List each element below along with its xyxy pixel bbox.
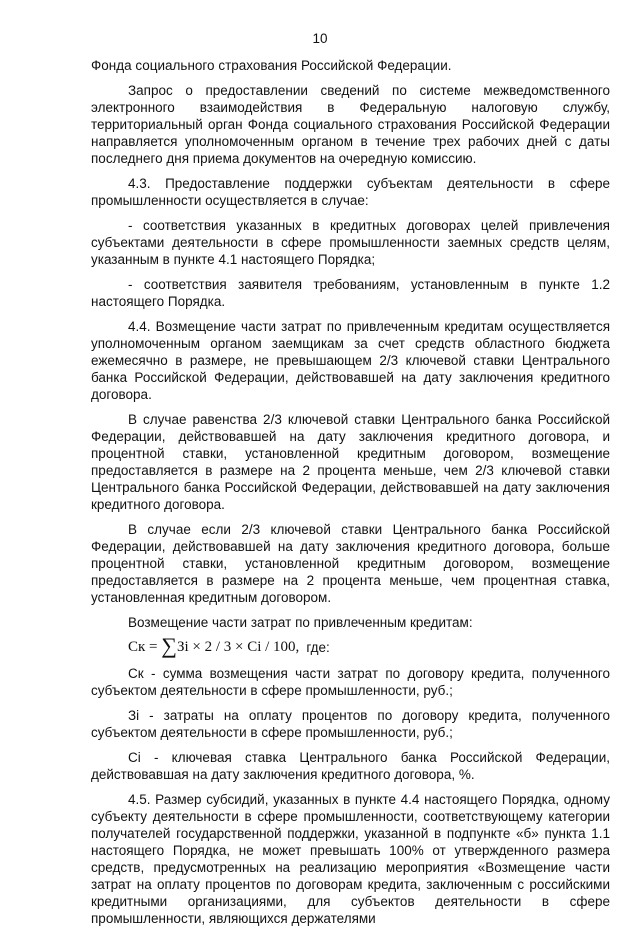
definition-zi: Зi - затраты на оплату процентов по договору кредита, полученного субъектом деятельности в сфере промышленности, руб.; bbox=[91, 708, 610, 740]
list-item-applicant-requirements: - соответствия заявителя требованиям, установленным в пункте 1.2 настоящего Порядка. bbox=[91, 277, 610, 309]
paragraph-continuation: Фонда социального страхования Российской Федерации. bbox=[91, 58, 452, 73]
paragraph-equal-rate-case: В случае равенства 2/3 ключевой ставки Центрального банка Российской Федерации, действовавшей на дату заключения кредитного договора, и процентной ставки, установленной кредитным договором, возмещение предоставляется в размере на 2 процента меньше, чем 2/3 ключевой ставки Центрального банка Российской Федерации, действовавшей на дату заключения кредитного договора. bbox=[91, 412, 610, 512]
definition-sk: Ск - сумма возмещения части затрат по договору кредита, полученного субъектом деятельности в сфере промышленности, руб.; bbox=[91, 666, 610, 698]
paragraph-formula-intro: Возмещение части затрат по привлеченным кредитам: bbox=[128, 615, 473, 630]
paragraph-greater-rate-case: В случае если 2/3 ключевой ставки Центрального банка Российской Федерации, действовавшей на дату заключения кредитного договора, больше процентной ставки, установленной кредитным договором, возмещение предоставляется в размере на 2 процента меньше, чем процентная ставка, установленная кредитным договором. bbox=[91, 522, 610, 605]
document-body bbox=[91, 57, 610, 935]
formula-expression bbox=[128, 633, 300, 658]
paragraph-4-5: 4.5. Размер субсидий, указанных в пункте 4.4 настоящего Порядка, одному субъекту деятельности в сфере промышленности, соответствующему категории получателей государственной поддержки, указанной в подпункте «б» пункта 1.1 настоящего Порядка, не может превышать 100% от утвержденного размера средств, предусмотренных на реализацию мероприятия «Возмещение части затрат на оплату процентов по договорам кредита, заключенным с российскими кредитными организациями, для субъектов деятельности в сфере промышленности, являющихся держателями bbox=[91, 792, 610, 926]
compensation-formula bbox=[128, 634, 610, 656]
formula-rhs: Зi × 2 / 3 × Ci / 100, bbox=[176, 639, 300, 655]
paragraph-4-3: 4.3. Предоставление поддержки субъектам деятельности в сфере промышленности осуществляется в случае: bbox=[91, 176, 610, 208]
page-number: 10 bbox=[312, 31, 328, 46]
formula-lhs: Ск = bbox=[128, 639, 162, 655]
paragraph-request-info: Запрос о предоставлении сведений по системе межведомственного электронного взаимодействия в Федеральную налоговую службу, территориальный орган Фонда социального страхования Российской Федерации направляется уполномоченным органом в течение трех рабочих дней с даты последнего дня приема документов на очередную комиссию. bbox=[91, 83, 610, 166]
paragraph-4-4: 4.4. Возмещение части затрат по привлеченным кредитам осуществляется уполномоченным органом заемщикам за счет средств областного бюджета ежемесячно в размере, не превышающем 2/3 ключевой ставки Центрального банка Российской Федерации, действовавшей на дату заключения кредитного договора. bbox=[91, 319, 610, 402]
formula-suffix: где: bbox=[306, 640, 330, 655]
list-item-credit-goals: - соответствия указанных в кредитных договорах целей привлечения субъектами деятельности в сфере промышленности заемных средств целям, указанным в пункте 4.1 настоящего Порядка; bbox=[91, 218, 610, 267]
sum-symbol: ∑ bbox=[161, 633, 177, 658]
definition-ci: Ci - ключевая ставка Центрального банка Российской Федерации, действовавшая на дату заключения кредитного договора, %. bbox=[91, 750, 610, 782]
